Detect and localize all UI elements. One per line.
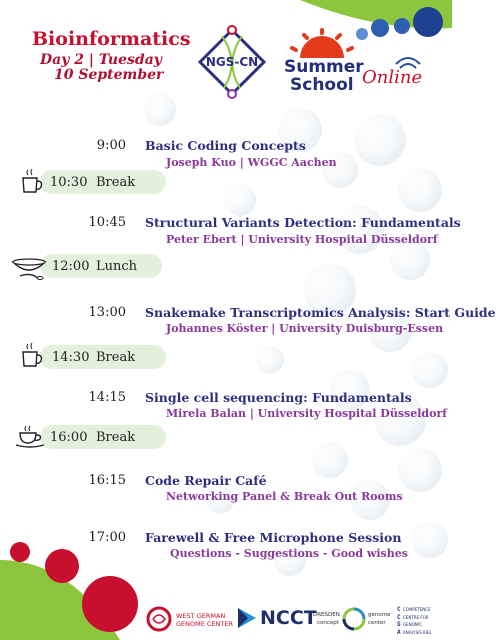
session-title: Structural Variants Detection: Fundamentals (145, 215, 461, 230)
session-time: 10:45 (88, 215, 126, 230)
ngs-logo-text: NGS-CN (205, 55, 259, 69)
date-label: 10 September (54, 67, 164, 83)
break-label: Break (96, 350, 136, 365)
ccga-text-line: ANALYSIS KIEL (403, 629, 432, 635)
session-speaker: Questions - Suggestions - Good wishes (170, 547, 408, 560)
break-label: Break (96, 175, 136, 190)
break-label: Break (96, 430, 136, 445)
page-title: Bioinformatics (32, 28, 191, 50)
summer-text: Summer (284, 57, 364, 77)
session-title: Basic Coding Concepts (145, 138, 306, 153)
session-speaker: Peter Ebert | University Hospital Düsseldorf (166, 233, 438, 246)
session-speaker: Networking Panel & Break Out Rooms (166, 490, 403, 503)
break-time: 10:30 (50, 175, 88, 190)
soup-bowl-icon (10, 252, 48, 282)
school-text: School (290, 75, 354, 95)
ncct-logo-text: NCCT (260, 607, 317, 629)
gc-text-line1: WEST GERMAN (176, 612, 226, 620)
session-title: Farewell & Free Microphone Session (145, 530, 402, 545)
ccga-letter: C (397, 606, 401, 613)
teacup-icon (14, 424, 46, 450)
dresden-text-line2: concept (317, 620, 339, 626)
session-title: Single cell sequencing: Fundamentals (145, 390, 412, 405)
session-time: 14:15 (88, 390, 126, 405)
gc-text-line2: GENOME CENTER (176, 620, 234, 628)
online-text: Online (362, 67, 423, 88)
ccga-letter: C (397, 613, 401, 621)
break-time: 12:00 (52, 259, 90, 274)
ccga-letters (397, 606, 401, 636)
session-speaker: Joseph Kuo | WGGC Aachen (166, 156, 337, 169)
coffee-cup-icon (17, 340, 47, 370)
ccga-text-line: COMPETENCE (403, 607, 431, 612)
genome-text-line2: center (368, 620, 386, 626)
day-label: Day 2 | Tuesday (40, 52, 162, 68)
ccga-letter: A (397, 628, 401, 636)
session-time: 13:00 (88, 305, 126, 320)
ccga-text (403, 606, 432, 636)
session-time: 17:00 (88, 530, 126, 545)
break-label: Lunch (96, 259, 138, 274)
break-time: 16:00 (50, 430, 88, 445)
dresden-text-line1: DRESDEN (313, 612, 340, 618)
session-speaker: Johannes Köster | University Duisburg-Essen (166, 322, 444, 335)
ncct-logo-mark (236, 606, 258, 630)
ngs-cn-logo (194, 26, 270, 98)
session-time: 16:15 (88, 473, 126, 488)
genome-text-line1: genome (368, 612, 391, 618)
west-german-genome-center-logo (146, 606, 172, 632)
session-speaker: Mirela Balan | University Hospital Düsseldorf (166, 407, 447, 420)
coffee-cup-icon (17, 166, 47, 196)
session-title: Snakemake Transcriptomics Analysis: Start Guide (145, 305, 496, 320)
session-time: 9:00 (96, 138, 126, 153)
ccga-text-line: GENOMIC (403, 622, 423, 627)
ccga-letter: G (397, 621, 401, 628)
break-time: 14:30 (52, 350, 90, 365)
ccga-text-line: CENTRE FOR (403, 614, 429, 620)
dresden-genome-center-logo (341, 606, 367, 632)
session-title: Code Repair Café (145, 473, 267, 488)
